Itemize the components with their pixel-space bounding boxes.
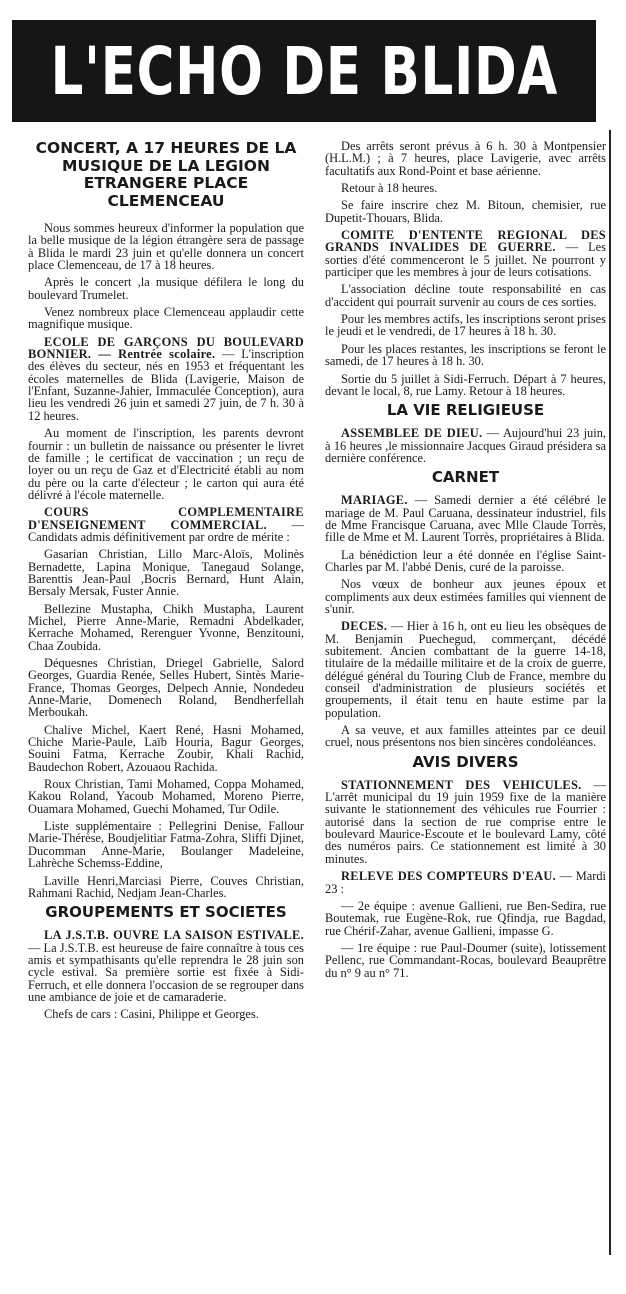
article-paragraph (325, 900, 606, 937)
paragraph-text: Au moment de l'inscription, les parents devront fournir : un bulletin de naissance ou présenter le livret de famille ; le certificat de vaccination ; un reçu de loyer ou un reçu de Gaz et d'Electricité établi au nom du père ou la carte d'électeur ; le carton qui aura été délivré à l'école maternelle. (28, 426, 304, 502)
article-paragraph (325, 549, 606, 574)
paragraph-text: — L'inscription des élèves du secteur, nés en 1953 et fréquentant les écoles maternelles de Blida (Lavigerie, Maison de l'Enfant, Suzanne-Jahier, Immaculée Conception), aura lieu les vendredi 26 juin et samedi 27 juin, de 7 h. 30 à 12 heures. (28, 347, 304, 423)
right-column (325, 140, 606, 984)
paragraph-text: — 2e équipe : avenue Gallieni, rue Ben-Sedira, rue Boutemak, rue Eugène-Rok, rue Qfindja, rue Bagdad, rue Chérif-Zahar, avenue Gallieni, impasse G. (325, 898, 606, 938)
article-paragraph (325, 779, 606, 865)
article-paragraph (28, 875, 304, 900)
article-paragraph (325, 373, 606, 398)
article-paragraph (325, 283, 606, 308)
masthead (12, 20, 596, 122)
paragraph-lead: MARIAGE. (341, 493, 408, 508)
article-paragraph (28, 306, 304, 331)
article-paragraph (28, 1008, 304, 1020)
paragraph-text: — Mardi 23 : (325, 869, 606, 896)
paragraph-text: Chalive Michel, Kaert René, Hasni Mohamed, Chiche Marie-Paule, Laïb Houria, Bagur Georges, Souini Fatma, Kerrache Zoubir, Khali Rachid, Baudechon Robert, Azouaou Rachida. (28, 722, 304, 774)
paragraph-lead: DECES. (341, 619, 388, 634)
paragraph-text: — Aujourd'hui 23 juin, à 16 heures ,le missionnaire Jacques Giraud présidera sa dernière conférence. (325, 426, 606, 465)
article-paragraph (325, 427, 606, 464)
paragraph-text: L'association décline toute responsabilité en cas d'accident qui pourrait survenir au cours de ces sorties. (325, 282, 606, 309)
paragraph-text: Après le concert ,la musique défilera le long du boulevard Trumelet. (28, 275, 304, 302)
section-heading: CONCERT, A 17 HEURES DE LA MUSIQUE DE LA LEGION ETRANGERE PLACE CLEMENCEAU (35, 139, 297, 210)
article-paragraph (28, 929, 304, 1003)
paragraph-text: — Samedi dernier a été célébré le mariage de M. Paul Caruana, dessinateur industriel, fils de Mme Francisque Caruana, avec Mlle Claude Torrès, fille de Mme et M. Laurent Torrès, propriétaires à Blida. (325, 493, 606, 545)
paragraph-text: Laville Henri,Marciasi Pierre, Couves Christian, Rahmani Rachid, Nedjam Jean-Charles. (28, 873, 304, 900)
paragraph-text: Chefs de cars : Casini, Philippe et Georges. (44, 1007, 259, 1022)
paragraph-text: Nos vœux de bonheur aux jeunes époux et compliments aux deux estimées familles qui viennent de s'unir. (325, 577, 606, 616)
article-paragraph (28, 427, 304, 501)
article-paragraph (325, 578, 606, 615)
article-paragraph (325, 942, 606, 979)
paragraph-text: — Candidats admis définitivement par ordre de mérite : (28, 517, 304, 544)
section-heading: LA VIE RELIGIEUSE (386, 401, 545, 420)
paragraph-text: — La J.S.T.B. est heureuse de faire connaître à tous ces amis et sympathisants qu'elle reprendra le 28 juin son cycle estival. Sa première sortie est fixée à Sidi-Ferruch, et elle donnera l'occasion de se regrouper dans une ambiance de joie et de camaraderie. (28, 940, 304, 1004)
paragraph-text: — L'arrêt municipal du 19 juin 1959 fixe de la manière suivante le stationnement des véhicules rue Fourrier : autorisé dans la section de rue comprise entre le boulevard Maurice-Escoute et le boulevard Lamy, côté des numéros pairs. Ce stationnement est limité à 30 minutes. (325, 777, 606, 866)
article-paragraph (28, 724, 304, 773)
article-paragraph (325, 313, 606, 338)
paragraph-lead: STATIONNEMENT DES VEHICULES. (341, 777, 582, 792)
article-paragraph (325, 229, 606, 278)
article-paragraph (325, 870, 606, 895)
newspaper-title: L'ECHO DE BLIDA (50, 32, 558, 110)
article-paragraph (28, 820, 304, 869)
article-paragraph (325, 182, 606, 194)
paragraph-text: Déquesnes Christian, Driegel Gabrielle, Salord Georges, Guardia Renée, Selles Hubert, Sintès Marie-France, Thomas Georges, Delpech Annie, Nondedeu Anne-Marie, Domenech Roland, Bendherfellah Merboukah. (28, 656, 304, 720)
article-paragraph (28, 657, 304, 719)
paragraph-text: Nous sommes heureux d'informer la population que la belle musique de la légion étrangère sera de passage à Blida le mardi 23 juin et qu'elle donnera un concert place Clemenceau, de 17 à 18 heures. (28, 221, 304, 273)
article-paragraph (28, 778, 304, 815)
paragraph-lead: ASSEMBLEE DE DIEU. (341, 426, 483, 441)
paragraph-text: Retour à 18 heures. (341, 181, 438, 196)
article-paragraph (28, 336, 304, 422)
article-paragraph (28, 603, 304, 652)
article-paragraph (28, 276, 304, 301)
paragraph-text: Des arrêts seront prévus à 6 h. 30 à Montpensier (H.L.M.) ; à 7 heures, place Lavigerie, avec arrêts facultatifs aux Rond-Point et base aérienne. (325, 139, 606, 178)
section-heading: GROUPEMENTS ET SOCIETES (45, 903, 287, 922)
paragraph-lead: ECOLE DE GARÇONS DU BOULEVARD BONNIER. — Rentrée scolaire. (28, 334, 304, 362)
paragraph-lead: LA J.S.T.B. OUVRE LA SAISON ESTIVALE. (44, 928, 304, 943)
paragraph-text: — Hier à 16 h, ont eu lieu les obsèques de M. Benjamin Puechegud, commerçant, décédé subitement. Ancien combattant de la guerre 14-18, titulaire de la médaille militaire et de la croix de guerre, délégué général du Touring Club de France, membre du conseil d'administration de plusieurs sociétés et groupements, il était tenu en haute estime par la population. (325, 619, 606, 720)
paragraph-text: — 1re équipe : rue Paul-Doumer (suite), lotissement Pellenc, rue Commandant-Rocas, boulevard Beauprêtre du n° 9 au n° 71. (325, 940, 606, 980)
paragraph-text: Venez nombreux place Clemenceau applaudir cette magnifique musique. (28, 305, 304, 332)
article-paragraph (28, 548, 304, 597)
paragraph-text: Liste supplémentaire : Pellegrini Denise, Fallour Marie-Thérèse, Boudjelitiar Fatma-Zohra, Sliffi Djinet, Ducomman Anne-Marie, Boulanger Madeleine, Lahrèche Schemss-Eddine, (28, 819, 304, 871)
article-paragraph (325, 199, 606, 224)
paragraph-text: Bellezine Mustapha, Chikh Mustapha, Laurent Michel, Pierre Anne-Marie, Remadni Abdelkader, Kerrache Mohamed, Rerenguer Yvonne, Benzitouni, Chaa Zoubida. (28, 601, 304, 653)
paragraph-text: Gasarian Christian, Lillo Marc-Aloïs, Molinès Bernadette, Lapina Monique, Tanegaud Solange, Barenttis Jean-Paul ,Bocris Bernard, Hunt Alain, Bersaly Mersak, Fuster Annie. (28, 547, 304, 599)
article-paragraph (325, 620, 606, 719)
article-paragraph (28, 222, 304, 271)
article-paragraph (325, 494, 606, 543)
paragraph-lead: RELEVE DES COMPTEURS D'EAU. (341, 869, 556, 884)
paragraph-text: La bénédiction leur a été donnée en l'église Saint-Charles par M. l'abbé Denis, curé de la paroisse. (325, 547, 606, 574)
article-paragraph (325, 724, 606, 749)
paragraph-text: Roux Christian, Tami Mohamed, Coppa Mohamed, Kakou Roland, Yacoub Mohamed, Moreno Pierre, Ouamara Mohamed, Guechi Mohamed, Tur Odile. (28, 777, 304, 816)
section-heading: CARNET (431, 468, 500, 487)
paragraph-text: Sortie du 5 juillet à Sidi-Ferruch. Départ à 7 heures, devant le local, 8, rue Lamy. Retour à 18 heures. (325, 371, 606, 398)
paragraph-text: A sa veuve, et aux familles atteintes par ce deuil cruel, nous présentons nos bien sincères condoléances. (325, 723, 606, 750)
left-column (28, 140, 304, 1026)
article-paragraph (325, 343, 606, 368)
paragraph-text: Pour les membres actifs, les inscriptions seront prises le jeudi et le vendredi, de 17 heures à 18 h. 30. (325, 312, 606, 339)
paragraph-lead: COURS COMPLEMENTAIRE D'ENSEIGNEMENT COMMERCIAL. (28, 505, 304, 532)
article-paragraph (28, 506, 304, 543)
paragraph-lead: COMITE D'ENTENTE REGIONAL DES GRANDS INVALIDES DE GUERRE. (325, 228, 606, 255)
section-heading: AVIS DIVERS (412, 752, 519, 771)
paragraph-text: Pour les places restantes, les inscriptions se feront le samedi, de 17 heures à 18 h. 30. (325, 341, 606, 369)
article-paragraph (325, 140, 606, 177)
paragraph-text: Se faire inscrire chez M. Bitoun, chemisier, rue Dupetit-Thouars, Blida. (325, 198, 606, 225)
column-rule (609, 130, 611, 1255)
paragraph-text: — Les sorties d'été commenceront le 5 juillet. Ne pourront y participer que les membres à jour de leurs cotisations. (325, 240, 606, 280)
